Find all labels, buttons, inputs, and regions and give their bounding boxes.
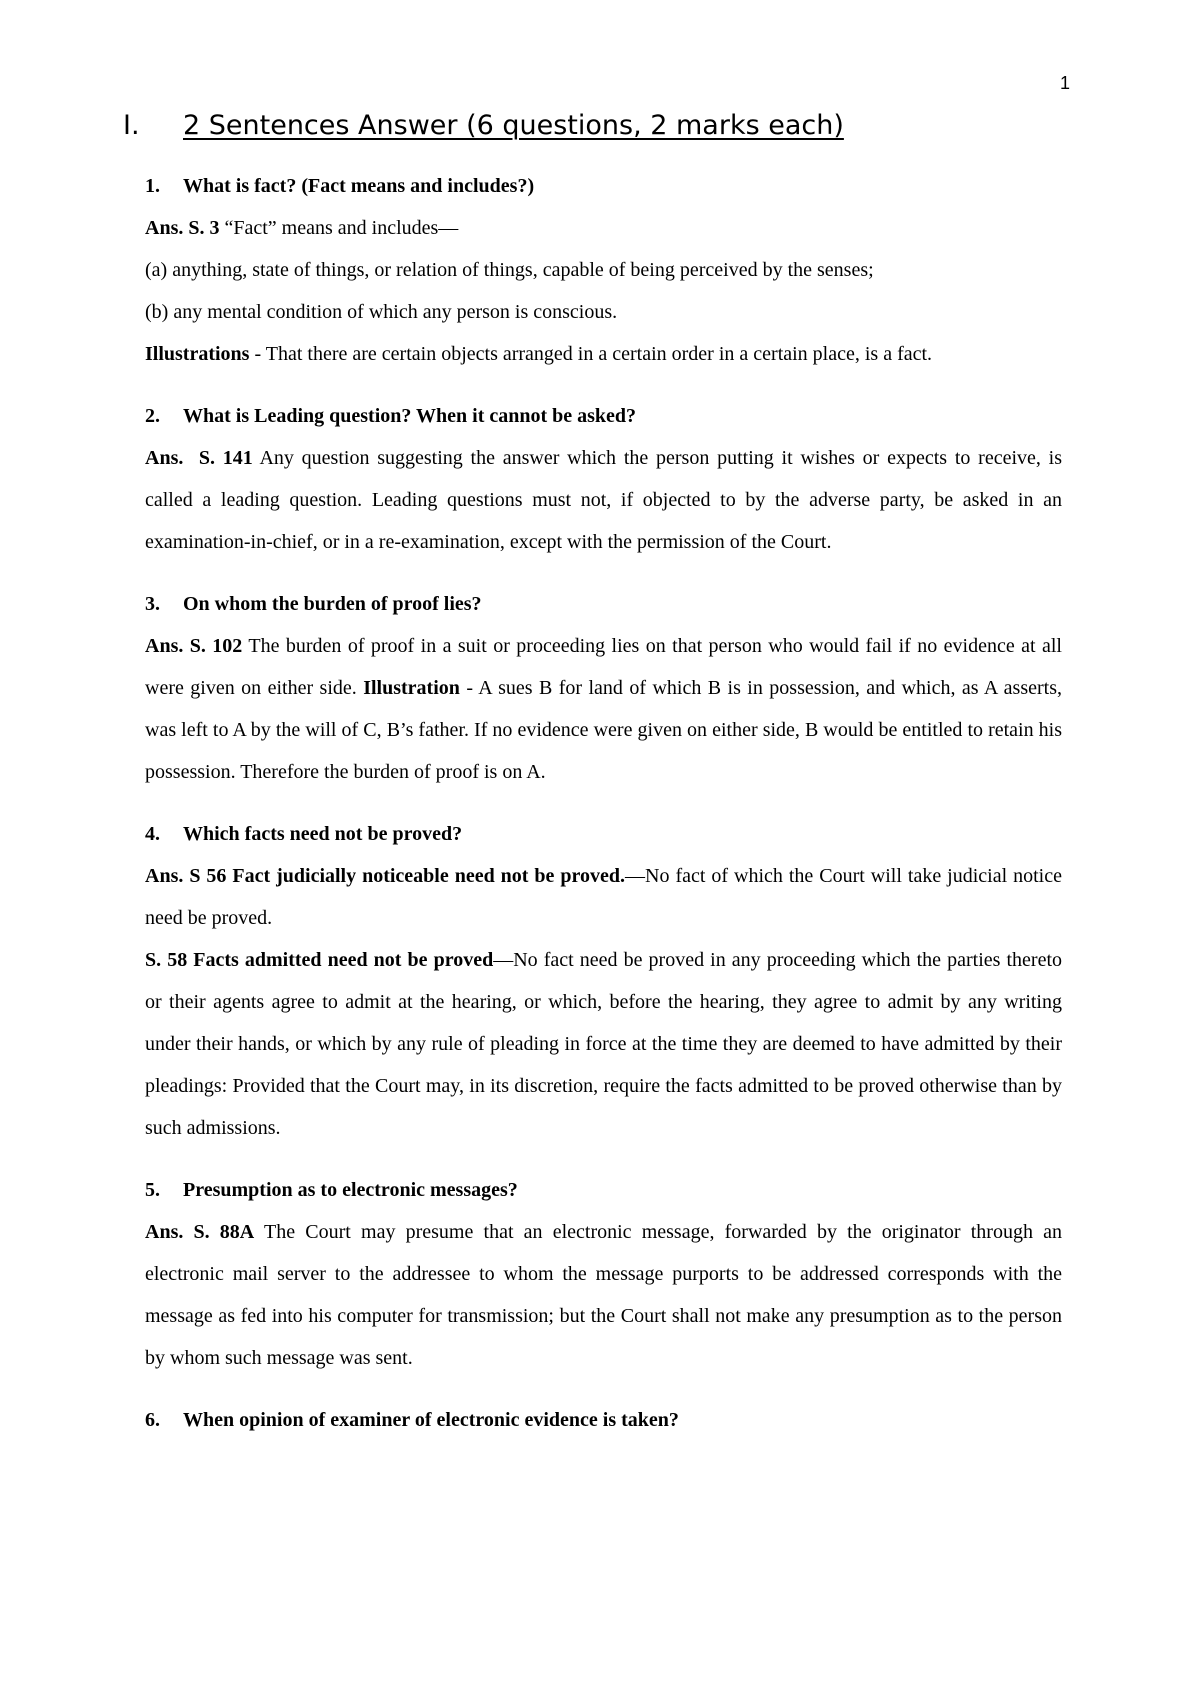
question-number: 1. [145, 175, 160, 197]
question-4 [145, 813, 1062, 855]
question-number: 5. [145, 1179, 160, 1201]
question-text: Which facts need not be proved? [183, 823, 463, 845]
answer-5 [145, 1211, 1062, 1379]
clause-b: (b) any mental condition of which any person is conscious. [145, 301, 618, 323]
illustration-text: - A sues B for land of which B is in possession, and which, as A asserts, was left to A by the will of C, B’s father. If no evidence were given on either side, B would be entitled to retain his possession. Therefore the burden of proof is on A. [145, 677, 1062, 783]
answer-text: Any question suggesting the answer which the person putting it wishes or expects to receive, is called a leading question. Leading questions must not, if objected to by the adverse party, be asked in an examination-in-chief, or in a re-examination, except with the permission of the Court. [145, 447, 1062, 553]
clause-a: (a) anything, state of things, or relation of things, capable of being perceived by the senses; [145, 259, 874, 281]
answer-text: —No fact of which the Court will take judicial notice need be proved. [145, 865, 1062, 929]
question-5 [145, 1169, 1062, 1211]
question-1 [145, 165, 1062, 207]
answer-label: Ans. S. 141 [145, 447, 253, 469]
question-number: 6. [145, 1409, 160, 1431]
question-text: Presumption as to electronic messages? [183, 1179, 518, 1201]
question-text: On whom the burden of proof lies? [183, 593, 482, 615]
question-3 [145, 583, 1062, 625]
question-6 [145, 1399, 1062, 1441]
question-number: 4. [145, 823, 160, 845]
answer-label: Ans. S 56 Fact judicially noticeable need not be proved. [145, 865, 626, 887]
section-number: I. [123, 110, 140, 141]
answer-2 [145, 437, 1062, 563]
illustration-1 [145, 333, 1062, 375]
answer-text: The Court may presume that an electronic message, forwarded by the originator through an electronic mail server to the addressee to whom the message purports to be addressed corresponds with the message as fed into his computer for transmission; but the Court shall not make any presumption as to the person by whom such message was sent. [145, 1221, 1062, 1369]
answer-4 [145, 855, 1062, 939]
section-title: 2 Sentences Answer (6 questions, 2 marks each) [183, 110, 844, 141]
question-2 [145, 395, 1062, 437]
illustration-text: - That there are certain objects arranged in a certain order in a certain place, is a fact. [249, 343, 933, 365]
illustration-label: Illustrations [145, 343, 250, 365]
section-58-text: —No fact need be proved in any proceeding which the parties thereto or their agents agree to admit at the hearing, or which, before the hearing, they agree to admit by any writing under their hands, or which by any rule of pleading in force at the time they are deemed to have admitted by their pleadings: Provided that the Court may, in its discretion, require the facts admitted to be proved otherwise than by such admissions. [145, 949, 1063, 1139]
question-text: What is Leading question? When it cannot be asked? [183, 405, 637, 427]
section-58 [145, 939, 1062, 1149]
answer-1 [145, 207, 1062, 249]
answer-text: “Fact” means and includes— [219, 217, 459, 239]
answer-text: The burden of proof in a suit or proceeding lies on that person who would fail if no evidence at all were given on either side. [145, 635, 1062, 699]
question-number: 2. [145, 405, 160, 427]
question-number: 3. [145, 593, 160, 615]
document-body [145, 165, 1062, 1441]
question-text: When opinion of examiner of electronic evidence is taken? [183, 1409, 679, 1431]
illustration-label: Illustration [363, 677, 460, 699]
page-number: 1 [1059, 73, 1070, 93]
answer-label: Ans. S. 88A [145, 1221, 255, 1243]
answer-label: Ans. S. 3 [145, 217, 220, 239]
answer-3 [145, 625, 1062, 793]
section-58-label: S. 58 Facts admitted need not be proved [145, 949, 494, 971]
answer-label: Ans. S. 102 [145, 635, 243, 657]
question-text: What is fact? (Fact means and includes?) [183, 175, 535, 197]
